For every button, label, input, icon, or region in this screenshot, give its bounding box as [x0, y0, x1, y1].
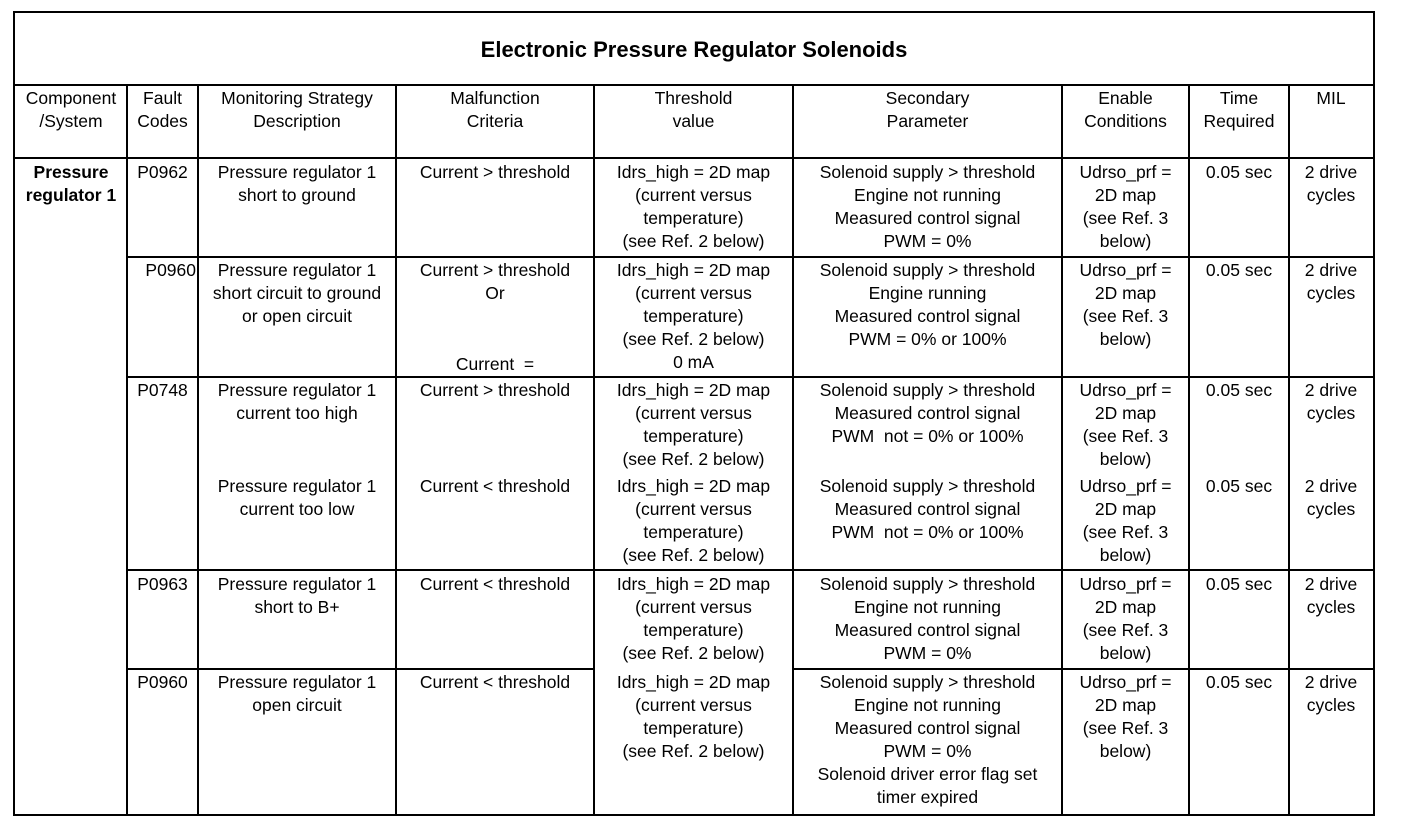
- monitoring-description: [198, 161, 396, 207]
- enable-conditions-line: Udrso_prf =: [1079, 260, 1172, 280]
- enable-conditions-line: Udrso_prf =: [1079, 672, 1172, 692]
- enable-conditions-line: (see Ref. 3: [1082, 426, 1169, 446]
- fault-code: P0963: [137, 574, 188, 594]
- enable-conditions-line: 2D map: [1094, 403, 1157, 423]
- monitoring-description-line: current too high: [236, 403, 358, 423]
- header-enable: [1062, 87, 1189, 133]
- secondary-parameter-line: PWM not = 0% or 100%: [831, 522, 1024, 542]
- threshold-value-line: (see Ref. 2 below): [622, 231, 765, 251]
- header-enable-line: Enable: [1098, 88, 1153, 108]
- monitoring-description-line: Pressure regulator 1: [217, 260, 377, 280]
- monitoring-description-line: or open circuit: [242, 306, 352, 326]
- secondary-parameter-line: Measured control signal: [834, 620, 1021, 640]
- monitoring-description-line: short to B+: [254, 597, 340, 617]
- header-mil: [1289, 87, 1373, 110]
- header-monitoring-line: Monitoring Strategy: [221, 88, 373, 108]
- header-divider: [15, 157, 1373, 159]
- enable-conditions: [1062, 671, 1189, 763]
- malfunction-criteria-line: Current < threshold: [419, 476, 571, 496]
- component-name-line: regulator 1: [25, 185, 117, 205]
- secondary-parameter-line: Solenoid supply > threshold: [819, 162, 1036, 182]
- header-component: [15, 87, 127, 133]
- threshold-value-line: temperature): [643, 426, 744, 446]
- time-required: 0.05 sec: [1205, 162, 1273, 182]
- enable-conditions-line: below): [1099, 449, 1152, 469]
- malfunction-criteria-extra: Current =: [455, 354, 535, 374]
- monitoring-description: [198, 671, 396, 717]
- threshold-value-line: temperature): [643, 522, 744, 542]
- header-secondary-line: Secondary: [885, 88, 970, 108]
- header-component-line: Component: [25, 88, 117, 108]
- malfunction-criteria-line: Current < threshold: [419, 672, 571, 692]
- enable-conditions-line: below): [1099, 329, 1152, 349]
- threshold-value-line: (current versus: [635, 283, 752, 303]
- malfunction-criteria-line: Current > threshold: [419, 162, 571, 182]
- monitoring-description-line: Pressure regulator 1: [217, 380, 377, 400]
- time-required: 0.05 sec: [1205, 476, 1273, 496]
- header-fault-line: Codes: [137, 111, 188, 131]
- mil-value: [1289, 573, 1373, 619]
- header-monitoring-line: Description: [253, 111, 341, 131]
- malfunction-criteria: [396, 573, 594, 596]
- mil-value-line: 2 drive: [1304, 476, 1358, 496]
- secondary-parameter: [793, 161, 1062, 253]
- malfunction-criteria-line: Current > threshold: [419, 380, 571, 400]
- threshold-value-line: (see Ref. 2 below): [622, 449, 765, 469]
- mil-value-line: 2 drive: [1304, 162, 1358, 182]
- secondary-parameter-line: PWM = 0%: [883, 741, 972, 761]
- secondary-parameter: [793, 671, 1062, 809]
- mil-value-line: 2 drive: [1304, 380, 1358, 400]
- header-time: [1189, 87, 1289, 133]
- secondary-parameter-line: Engine running: [868, 283, 987, 303]
- enable-conditions-line: (see Ref. 3: [1082, 208, 1169, 228]
- threshold-value-line: Idrs_high = 2D map: [616, 672, 771, 692]
- secondary-parameter-line: Measured control signal: [834, 718, 1021, 738]
- row-divider: [127, 569, 1373, 571]
- secondary-parameter-line: Measured control signal: [834, 499, 1021, 519]
- mil-value-line: cycles: [1306, 185, 1356, 205]
- enable-conditions: [1062, 573, 1189, 665]
- enable-conditions-line: below): [1099, 545, 1152, 565]
- enable-conditions-line: 2D map: [1094, 283, 1157, 303]
- header-time-line: Time: [1219, 88, 1259, 108]
- fault-code: P0960: [137, 672, 188, 692]
- threshold-value: [594, 161, 793, 253]
- threshold-value: [594, 573, 793, 665]
- threshold-value-line: Idrs_high = 2D map: [616, 260, 771, 280]
- malfunction-criteria-line: Current < threshold: [419, 574, 571, 594]
- secondary-parameter: [793, 475, 1062, 544]
- threshold-value-line: temperature): [643, 306, 744, 326]
- monitoring-description: [198, 379, 396, 425]
- monitoring-description-line: Pressure regulator 1: [217, 672, 377, 692]
- malfunction-criteria: [396, 475, 594, 498]
- mil-value-line: cycles: [1306, 283, 1356, 303]
- header-threshold: [594, 87, 793, 133]
- monitoring-description: [198, 573, 396, 619]
- enable-conditions-line: 2D map: [1094, 597, 1157, 617]
- threshold-value-line: Idrs_high = 2D map: [616, 380, 771, 400]
- threshold-value: [594, 259, 793, 374]
- threshold-value-line: (current versus: [635, 403, 752, 423]
- mil-value-line: cycles: [1306, 403, 1356, 423]
- threshold-value: [594, 475, 793, 567]
- row-divider: [127, 376, 1373, 378]
- header-malfunction: [396, 87, 594, 133]
- enable-conditions: [1062, 161, 1189, 253]
- header-malfunction-line: Malfunction: [450, 88, 540, 108]
- monitoring-description-line: open circuit: [252, 695, 342, 715]
- secondary-parameter-line: Solenoid supply > threshold: [819, 260, 1036, 280]
- threshold-value-line: (see Ref. 2 below): [622, 643, 765, 663]
- enable-conditions-line: below): [1099, 643, 1152, 663]
- secondary-parameter-line: Engine not running: [854, 597, 1001, 617]
- mil-value-line: cycles: [1306, 597, 1356, 617]
- header-malfunction-line: Criteria: [466, 111, 524, 131]
- enable-conditions-line: 2D map: [1094, 695, 1157, 715]
- threshold-value: [594, 671, 793, 763]
- secondary-parameter-line: Solenoid supply > threshold: [819, 476, 1036, 496]
- malfunction-criteria: [396, 379, 594, 402]
- enable-conditions-line: Udrso_prf =: [1079, 162, 1172, 182]
- fault-code: P0748: [137, 380, 188, 400]
- mil-value: [1289, 671, 1373, 717]
- time-required: 0.05 sec: [1205, 380, 1273, 400]
- secondary-parameter: [793, 379, 1062, 448]
- secondary-parameter-line: Solenoid supply > threshold: [819, 574, 1036, 594]
- threshold-value-line: temperature): [643, 208, 744, 228]
- mil-value-line: cycles: [1306, 499, 1356, 519]
- row-divider: [793, 668, 1373, 670]
- header-enable-line: Conditions: [1084, 111, 1167, 131]
- threshold-value-line: (see Ref. 2 below): [622, 329, 765, 349]
- time-required: 0.05 sec: [1205, 672, 1273, 692]
- monitoring-description: [198, 475, 396, 521]
- malfunction-criteria: [396, 259, 594, 305]
- header-monitoring: [198, 87, 396, 133]
- mil-value: [1289, 379, 1373, 425]
- monitoring-description-line: current too low: [239, 499, 355, 519]
- enable-conditions-line: Udrso_prf =: [1079, 476, 1172, 496]
- enable-conditions: [1062, 259, 1189, 351]
- threshold-value-line: (current versus: [635, 695, 752, 715]
- enable-conditions: [1062, 475, 1189, 567]
- header-secondary-line: Parameter: [886, 111, 969, 131]
- enable-conditions-line: (see Ref. 3: [1082, 718, 1169, 738]
- monitoring-description-line: short circuit to ground: [212, 283, 382, 303]
- threshold-value-line: (current versus: [635, 499, 752, 519]
- secondary-parameter-line: Solenoid supply > threshold: [819, 380, 1036, 400]
- malfunction-criteria: [396, 161, 594, 184]
- secondary-parameter-line: PWM = 0% or 100%: [848, 329, 1007, 349]
- fault-code: P0960: [145, 260, 196, 280]
- malfunction-criteria-line: Current > threshold: [419, 260, 571, 280]
- secondary-parameter-line: Measured control signal: [834, 208, 1021, 228]
- header-time-line: Required: [1203, 111, 1275, 131]
- header-fault: [127, 87, 198, 133]
- header-threshold-line: Threshold: [654, 88, 733, 108]
- header-secondary: [793, 87, 1062, 133]
- header-component-line: /System: [39, 111, 103, 131]
- header-threshold-line: value: [672, 111, 715, 131]
- mil-value: [1289, 161, 1373, 207]
- enable-conditions-line: (see Ref. 3: [1082, 620, 1169, 640]
- row-divider: [127, 256, 1373, 258]
- secondary-parameter: [793, 573, 1062, 665]
- malfunction-criteria-line: Or: [485, 283, 505, 303]
- threshold-value-line: temperature): [643, 718, 744, 738]
- enable-conditions-line: Udrso_prf =: [1079, 574, 1172, 594]
- secondary-parameter: [793, 259, 1062, 351]
- secondary-parameter-line: timer expired: [876, 787, 979, 807]
- fault-table: [13, 11, 1375, 816]
- enable-conditions-line: below): [1099, 231, 1152, 251]
- mil-value: [1289, 475, 1373, 521]
- mil-value: [1289, 259, 1373, 305]
- secondary-parameter-line: Solenoid driver error flag set: [817, 764, 1038, 784]
- secondary-parameter-line: PWM not = 0% or 100%: [831, 426, 1024, 446]
- threshold-value-line: (current versus: [635, 185, 752, 205]
- malfunction-criteria: [396, 671, 594, 694]
- threshold-value-line: temperature): [643, 620, 744, 640]
- monitoring-description-line: Pressure regulator 1: [217, 476, 377, 496]
- table-title: Electronic Pressure Regulator Solenoids: [15, 13, 1373, 86]
- secondary-parameter-line: Measured control signal: [834, 403, 1021, 423]
- threshold-value-line: (see Ref. 2 below): [622, 741, 765, 761]
- mil-value-line: 2 drive: [1304, 260, 1358, 280]
- secondary-parameter-line: Measured control signal: [834, 306, 1021, 326]
- threshold-value-line: Idrs_high = 2D map: [616, 476, 771, 496]
- secondary-parameter-line: PWM = 0%: [883, 231, 972, 251]
- threshold-value-line: Idrs_high = 2D map: [616, 574, 771, 594]
- time-required: 0.05 sec: [1205, 574, 1273, 594]
- fault-code: P0962: [137, 162, 188, 182]
- monitoring-description: [198, 259, 396, 328]
- row-divider: [127, 668, 594, 670]
- enable-conditions-line: 2D map: [1094, 185, 1157, 205]
- enable-conditions-line: 2D map: [1094, 499, 1157, 519]
- secondary-parameter-line: Engine not running: [854, 185, 1001, 205]
- mil-value-line: 2 drive: [1304, 672, 1358, 692]
- secondary-parameter-line: Engine not running: [854, 695, 1001, 715]
- secondary-parameter-line: PWM = 0%: [883, 643, 972, 663]
- monitoring-description-line: Pressure regulator 1: [217, 574, 377, 594]
- threshold-value-line: Idrs_high = 2D map: [616, 162, 771, 182]
- time-required: 0.05 sec: [1205, 260, 1273, 280]
- header-fault-line: Fault: [143, 88, 182, 108]
- component-name: [15, 161, 127, 207]
- component-name-line: Pressure: [33, 162, 109, 182]
- header-mil-line: MIL: [1316, 88, 1346, 108]
- threshold-value-line: (see Ref. 2 below): [622, 545, 765, 565]
- enable-conditions-line: (see Ref. 3: [1082, 306, 1169, 326]
- threshold-value-line: 0 mA: [673, 352, 714, 372]
- monitoring-description-line: Pressure regulator 1: [217, 162, 377, 182]
- mil-value-line: 2 drive: [1304, 574, 1358, 594]
- secondary-parameter-line: Solenoid supply > threshold: [819, 672, 1036, 692]
- threshold-value-line: (current versus: [635, 597, 752, 617]
- enable-conditions-line: (see Ref. 3: [1082, 522, 1169, 542]
- enable-conditions: [1062, 379, 1189, 471]
- monitoring-description-line: short to ground: [238, 185, 356, 205]
- enable-conditions-line: below): [1099, 741, 1152, 761]
- enable-conditions-line: Udrso_prf =: [1079, 380, 1172, 400]
- mil-value-line: cycles: [1306, 695, 1356, 715]
- threshold-value: [594, 379, 793, 471]
